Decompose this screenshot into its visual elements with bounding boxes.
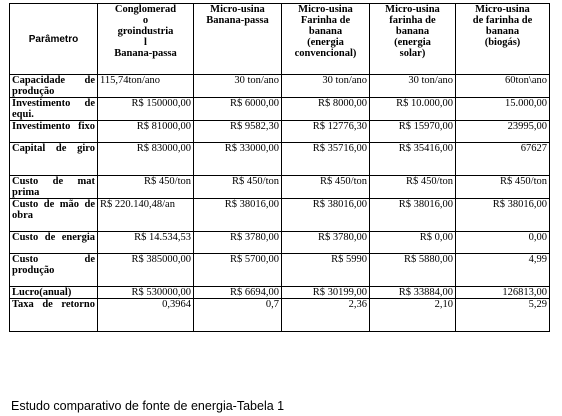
value-cell: 60ton\ano bbox=[456, 75, 550, 98]
header-conglomerado bbox=[98, 4, 194, 75]
param-cell: Custo de produção bbox=[10, 254, 98, 287]
value-cell: R$ 33000,00 bbox=[194, 143, 282, 176]
param-cell: Custo de energia bbox=[10, 232, 98, 254]
header-line: Micro-usina de farinha de banana (biogás) bbox=[472, 4, 533, 48]
comparison-table bbox=[9, 3, 550, 332]
value-cell: R$ 35716,00 bbox=[282, 143, 370, 176]
value-cell: 2,10 bbox=[370, 299, 456, 332]
value-cell: R$ 450/ton bbox=[370, 176, 456, 199]
table-body bbox=[10, 75, 550, 332]
value-cell: 67627 bbox=[456, 143, 550, 176]
value-cell: R$ 530000,00 bbox=[98, 287, 194, 299]
table-row bbox=[10, 121, 550, 143]
param-cell: Custo de mat prima bbox=[10, 176, 98, 199]
table-row bbox=[10, 143, 550, 176]
table-row bbox=[10, 75, 550, 98]
value-cell: R$ 38016,00 bbox=[456, 199, 550, 232]
value-cell: R$ 450/ton bbox=[282, 176, 370, 199]
value-cell: R$ 3780,00 bbox=[194, 232, 282, 254]
value-cell: R$ 220.140,48/an bbox=[98, 199, 194, 232]
value-cell: R$ 81000,00 bbox=[98, 121, 194, 143]
header-row bbox=[10, 4, 550, 75]
value-cell: 115,74ton/ano bbox=[98, 75, 194, 98]
header-micro-farinha-convencional bbox=[282, 4, 370, 75]
value-cell: R$ 15970,00 bbox=[370, 121, 456, 143]
value-cell: 30 ton/ano bbox=[194, 75, 282, 98]
value-cell: R$ 150000,00 bbox=[98, 98, 194, 121]
value-cell: R$ 38016,00 bbox=[194, 199, 282, 232]
value-cell: 0,7 bbox=[194, 299, 282, 332]
value-cell: 30 ton/ano bbox=[370, 75, 456, 98]
value-cell: 15.000,00 bbox=[456, 98, 550, 121]
value-cell: 126813,00 bbox=[456, 287, 550, 299]
header-parametro: Parâmetro bbox=[10, 4, 98, 75]
value-cell: R$ 14.534,53 bbox=[98, 232, 194, 254]
table-row bbox=[10, 232, 550, 254]
value-cell: 2,36 bbox=[282, 299, 370, 332]
value-cell: R$ 30199,00 bbox=[282, 287, 370, 299]
table-row bbox=[10, 287, 550, 299]
param-cell: Capacidade de produção bbox=[10, 75, 98, 98]
value-cell: R$ 38016,00 bbox=[370, 199, 456, 232]
table-row bbox=[10, 199, 550, 232]
value-cell: 30 ton/ano bbox=[282, 75, 370, 98]
value-cell: 0,00 bbox=[456, 232, 550, 254]
value-cell: 4,99 bbox=[456, 254, 550, 287]
value-cell: R$ 83000,00 bbox=[98, 143, 194, 176]
param-cell: Investimento de equi. bbox=[10, 98, 98, 121]
header-micro-farinha-solar bbox=[370, 4, 456, 75]
header-micro-farinha-biogas bbox=[456, 4, 550, 75]
param-cell: Lucro(anual) bbox=[10, 287, 98, 299]
table-row bbox=[10, 176, 550, 199]
param-cell: Custo de mão de obra bbox=[10, 199, 98, 232]
value-cell: R$ 0,00 bbox=[370, 232, 456, 254]
value-cell: R$ 450/ton bbox=[456, 176, 550, 199]
value-cell: 5,29 bbox=[456, 299, 550, 332]
header-line: Conglomerad o groindustria l Banana-passa bbox=[114, 4, 177, 59]
value-cell: R$ 35416,00 bbox=[370, 143, 456, 176]
value-cell: R$ 3780,00 bbox=[282, 232, 370, 254]
value-cell: R$ 9582,30 bbox=[194, 121, 282, 143]
value-cell: R$ 38016,00 bbox=[282, 199, 370, 232]
value-cell: R$ 450/ton bbox=[98, 176, 194, 199]
param-cell: Capital de giro bbox=[10, 143, 98, 176]
value-cell: R$ 12776,30 bbox=[282, 121, 370, 143]
table-caption: Estudo comparativo de fonte de energia-Tabela 1 bbox=[11, 399, 285, 413]
value-cell: R$ 10.000,00 bbox=[370, 98, 456, 121]
value-cell: R$ 6694,00 bbox=[194, 287, 282, 299]
value-cell: R$ 8000,00 bbox=[282, 98, 370, 121]
param-cell: Investimento fixo bbox=[10, 121, 98, 143]
header-line: Micro-usina Banana-passa bbox=[206, 4, 269, 26]
value-cell: 0,3964 bbox=[98, 299, 194, 332]
value-cell: R$ 5880,00 bbox=[370, 254, 456, 287]
header-line: Micro-usina farinha de banana (energia solar) bbox=[385, 4, 440, 59]
table-row bbox=[10, 98, 550, 121]
value-cell: 23995,00 bbox=[456, 121, 550, 143]
value-cell: R$ 385000,00 bbox=[98, 254, 194, 287]
header-micro-banana-passa bbox=[194, 4, 282, 75]
value-cell: R$ 33884,00 bbox=[370, 287, 456, 299]
table-row bbox=[10, 299, 550, 332]
value-cell: R$ 5990 bbox=[282, 254, 370, 287]
value-cell: R$ 450/ton bbox=[194, 176, 282, 199]
header-line: Micro-usina Farinha de banana (energia convencional) bbox=[294, 4, 357, 59]
value-cell: R$ 5700,00 bbox=[194, 254, 282, 287]
param-cell: Taxa de retorno bbox=[10, 299, 98, 332]
value-cell: R$ 6000,00 bbox=[194, 98, 282, 121]
table-row bbox=[10, 254, 550, 287]
